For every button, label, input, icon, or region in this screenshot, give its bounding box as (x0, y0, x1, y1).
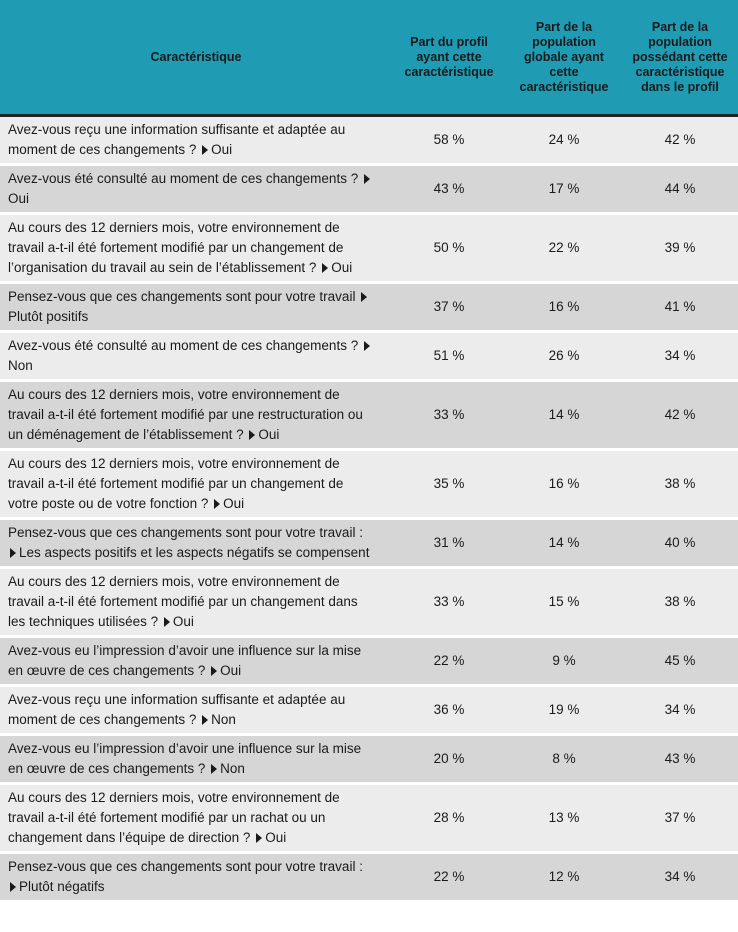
population-in-profile-cell: 42 % (622, 382, 738, 451)
header-population-share: Part de la population globale ayant cette caractéristique (506, 0, 622, 117)
question-cell (0, 215, 392, 284)
population-in-profile-cell: 40 % (622, 520, 738, 569)
population-share-cell: 14 % (506, 520, 622, 569)
triangle-right-icon (164, 617, 170, 627)
population-in-profile-cell: 43 % (622, 736, 738, 785)
triangle-right-icon (202, 145, 208, 155)
triangle-right-icon (214, 499, 220, 509)
question-cell (0, 284, 392, 333)
table-row (0, 736, 738, 785)
profile-share-cell: 28 % (392, 785, 506, 854)
triangle-right-icon (361, 292, 367, 302)
question-cell (0, 569, 392, 638)
population-in-profile-cell: 39 % (622, 215, 738, 284)
question-text: Avez-vous eu l’impression d’avoir une influence sur la mise en œuvre de ces changements ? (8, 741, 362, 776)
question-text: Avez-vous été consulté au moment de ces changements ? (8, 338, 359, 353)
triangle-right-icon (364, 341, 370, 351)
question-cell (0, 117, 392, 166)
population-share-cell: 17 % (506, 166, 622, 215)
population-in-profile-cell: 41 % (622, 284, 738, 333)
question-cell (0, 451, 392, 520)
population-in-profile-cell: 34 % (622, 687, 738, 736)
question-cell (0, 736, 392, 785)
question-cell (0, 520, 392, 569)
question-cell (0, 333, 392, 382)
triangle-right-icon (10, 882, 16, 892)
profile-share-cell: 50 % (392, 215, 506, 284)
profile-share-cell: 43 % (392, 166, 506, 215)
profile-share-cell: 31 % (392, 520, 506, 569)
question-text: Au cours des 12 derniers mois, votre environnement de travail a-t-il été fortement modifié par un changement dans les techniques utilisées ? (8, 574, 358, 629)
question-cell (0, 638, 392, 687)
question-text: Au cours des 12 derniers mois, votre environnement de travail a-t-il été fortement modifié par un changement de l’organisation du travail au sein de l’établissement ? (8, 220, 344, 275)
profile-share-cell: 22 % (392, 638, 506, 687)
profile-share-cell: 33 % (392, 569, 506, 638)
population-share-cell: 9 % (506, 638, 622, 687)
population-share-cell: 14 % (506, 382, 622, 451)
population-share-cell: 19 % (506, 687, 622, 736)
population-in-profile-cell: 45 % (622, 638, 738, 687)
answer-text: Oui (211, 142, 233, 157)
question-cell (0, 166, 392, 215)
profile-share-cell: 37 % (392, 284, 506, 333)
question-text: Pensez-vous que ces changements sont pour votre travail (8, 289, 356, 304)
population-share-cell: 8 % (506, 736, 622, 785)
triangle-right-icon (256, 833, 262, 843)
table-row (0, 785, 738, 854)
triangle-right-icon (249, 430, 255, 440)
answer-text: Non (211, 712, 236, 727)
header-profile-share: Part du profil ayant cette caractéristique (392, 0, 506, 117)
table-row (0, 687, 738, 736)
population-in-profile-cell: 44 % (622, 166, 738, 215)
profile-share-cell: 33 % (392, 382, 506, 451)
population-share-cell: 15 % (506, 569, 622, 638)
question-cell (0, 687, 392, 736)
population-share-cell: 26 % (506, 333, 622, 382)
table-body (0, 117, 738, 903)
answer-text: Plutôt positifs (8, 309, 89, 324)
question-text: Au cours des 12 derniers mois, votre environnement de travail a-t-il été fortement modifié par un rachat ou un changement dans l’équipe de direction ? (8, 790, 340, 845)
profile-share-cell: 22 % (392, 854, 506, 903)
profile-share-cell: 51 % (392, 333, 506, 382)
answer-text: Oui (220, 663, 242, 678)
table-row (0, 638, 738, 687)
population-in-profile-cell: 42 % (622, 117, 738, 166)
table-row (0, 117, 738, 166)
table-row (0, 215, 738, 284)
triangle-right-icon (202, 715, 208, 725)
population-in-profile-cell: 38 % (622, 451, 738, 520)
table-row (0, 382, 738, 451)
question-text: Pensez-vous que ces changements sont pour votre travail : (8, 859, 363, 874)
question-text: Pensez-vous que ces changements sont pour votre travail : (8, 525, 363, 540)
table-row (0, 854, 738, 903)
population-in-profile-cell: 37 % (622, 785, 738, 854)
table-row (0, 333, 738, 382)
answer-text: Oui (258, 427, 280, 442)
population-share-cell: 12 % (506, 854, 622, 903)
triangle-right-icon (322, 263, 328, 273)
header-population-in-profile: Part de la population possédant cette caractéristique dans le profil (622, 0, 738, 117)
population-in-profile-cell: 34 % (622, 854, 738, 903)
answer-text: Les aspects positifs et les aspects négatifs se compensent (19, 545, 370, 560)
triangle-right-icon (211, 764, 217, 774)
profile-share-cell: 36 % (392, 687, 506, 736)
table-row (0, 569, 738, 638)
header-characteristic: Caractéristique (0, 0, 392, 117)
population-share-cell: 16 % (506, 284, 622, 333)
triangle-right-icon (364, 174, 370, 184)
profile-share-cell: 58 % (392, 117, 506, 166)
population-share-cell: 13 % (506, 785, 622, 854)
profile-share-cell: 35 % (392, 451, 506, 520)
population-share-cell: 22 % (506, 215, 622, 284)
question-cell (0, 854, 392, 903)
question-text: Au cours des 12 derniers mois, votre environnement de travail a-t-il été fortement modifié par un changement de votre poste ou de votre fonction ? (8, 456, 344, 511)
population-share-cell: 24 % (506, 117, 622, 166)
triangle-right-icon (10, 548, 16, 558)
answer-text: Oui (223, 496, 245, 511)
question-cell (0, 785, 392, 854)
header-row (0, 0, 738, 117)
table-header (0, 0, 738, 117)
triangle-right-icon (211, 666, 217, 676)
population-share-cell: 16 % (506, 451, 622, 520)
answer-text: Non (220, 761, 245, 776)
question-cell (0, 382, 392, 451)
question-text: Avez-vous eu l’impression d’avoir une influence sur la mise en œuvre de ces changements ? (8, 643, 362, 678)
answer-text: Oui (265, 830, 287, 845)
profile-share-cell: 20 % (392, 736, 506, 785)
table-row (0, 166, 738, 215)
population-in-profile-cell: 34 % (622, 333, 738, 382)
table-row (0, 451, 738, 520)
answer-text: Oui (172, 614, 194, 629)
question-text: Au cours des 12 derniers mois, votre environnement de travail a-t-il été fortement modifié par une restructuration ou un déménagement de l’établissement ? (8, 387, 363, 442)
answer-text: Non (8, 358, 33, 373)
question-text: Avez-vous reçu une information suffisante et adaptée au moment de ces changements ? (8, 692, 346, 727)
question-text: Avez-vous été consulté au moment de ces changements ? (8, 171, 359, 186)
answer-text: Plutôt négatifs (19, 879, 105, 894)
question-text: Avez-vous reçu une information suffisante et adaptée au moment de ces changements ? (8, 122, 346, 157)
table-row (0, 284, 738, 333)
answer-text: Oui (331, 260, 353, 275)
population-in-profile-cell: 38 % (622, 569, 738, 638)
answer-text: Oui (8, 191, 30, 206)
table-row (0, 520, 738, 569)
